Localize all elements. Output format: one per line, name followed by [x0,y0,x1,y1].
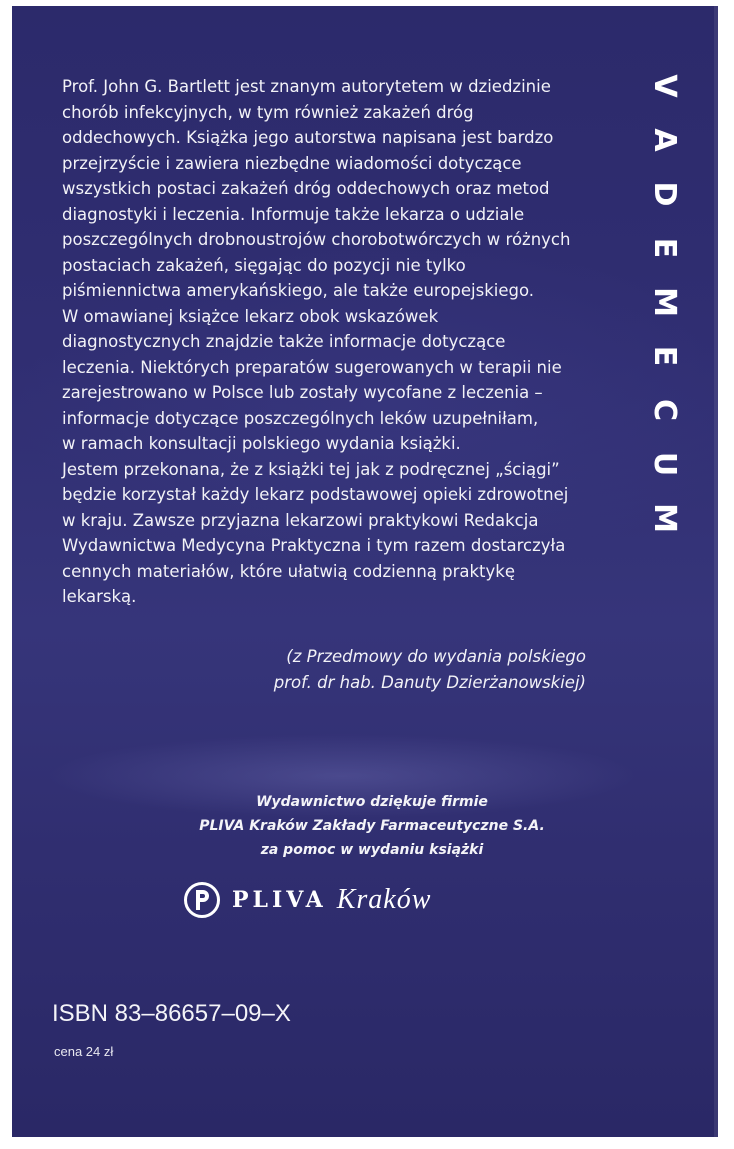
quote-source-line: (z Przedmowy do wydania polskiego [286,647,586,666]
series-title-letter: U [647,451,682,477]
quote-source-line: prof. dr hab. Danuty Dzierżanowskiej) [273,672,586,692]
intro-line: zarejestrowano w Polsce lub zostały wycofane z leczenia – [62,383,543,402]
intro-line: będzie korzystał każdy lekarz podstawowej opieki zdrowotnej [62,485,569,504]
intro-line: informacje dotyczące poszczególnych leków uzupełniłam, [62,408,539,428]
intro-paragraph [62,74,622,610]
series-title-letter: C [647,398,682,422]
intro-line: Wydawnictwa Medycyna Praktyczna i tym razem dostarczyła [62,536,566,555]
intro-line: leczenia. Niektórych preparatów sugerowanych w terapii nie [62,357,562,377]
series-title-letter: E [647,237,682,259]
cover-edge [714,6,718,1137]
intro-line: diagnostycznych znajdzie także informacje dotyczące [62,332,506,351]
series-title-letter: A [647,128,682,152]
intro-line: wszystkich postaci zakażeń dróg oddechowych oraz metod [62,179,550,198]
logo-city: Kraków [336,884,432,915]
series-title-letter: M [647,503,682,533]
intro-line: w kraju. Zawsze przyjazna lekarzowi praktykowi Redakcja [62,510,539,530]
isbn: ISBN 83–86657–09–X [52,1000,291,1027]
series-title-letter: D [647,181,682,207]
price: cena 24 zł [54,1044,114,1059]
acknowledgement-line: PLIVA Kraków Zakłady Farmaceutyczne S.A. [199,818,545,834]
pliva-logo [184,878,431,922]
intro-line: W omawianej książce lekarz obok wskazówek [62,306,439,326]
intro-line: cennych materiałów, które ułatwią codzienną praktykę [62,561,516,581]
acknowledgement-line: Wydawnictwo dziękuje firmie [256,794,488,810]
intro-line: piśmiennictwa amerykańskiego, ale także europejskiego. [62,281,535,300]
pliva-p-icon [191,888,213,912]
intro-line: chorób infekcyjnych, w tym również zakażeń dróg [62,102,474,122]
intro-line: poszczególnych drobnoustrojów chorobotwórczych w różnych [62,230,571,249]
intro-line: przejrzyście i zawiera niezbędne wiadomości dotyczące [62,153,522,173]
series-title-vertical [644,72,684,532]
series-title-letter: V [647,74,682,98]
intro-line: Jestem przekonana, że z książki tej jak z podręcznej „ściągi” [62,459,560,479]
quote-source [186,644,586,695]
intro-line: diagnostyki i leczenia. Informuje także lekarza o udziale [62,204,525,224]
intro-line: lekarską. [62,587,137,606]
series-title-letter: M [647,287,682,317]
intro-line: w ramach konsultacji polskiego wydania książki. [62,434,461,453]
book-back-cover [12,6,718,1137]
intro-line: postaciach zakażeń, sięgając do pozycji nie tylko [62,255,466,275]
acknowledgement-line: za pomoc w wydaniu książki [260,842,484,858]
intro-line: oddechowych. Książka jego autorstwa napisana jest bardzo [62,128,554,147]
intro-line: Prof. John G. Bartlett jest znanym autorytetem w dziedzinie [62,77,551,96]
acknowledgement [112,790,632,862]
pliva-logo-icon [184,882,220,918]
logo-brand: PLIVA [232,887,327,913]
series-title-letter: E [647,345,682,367]
